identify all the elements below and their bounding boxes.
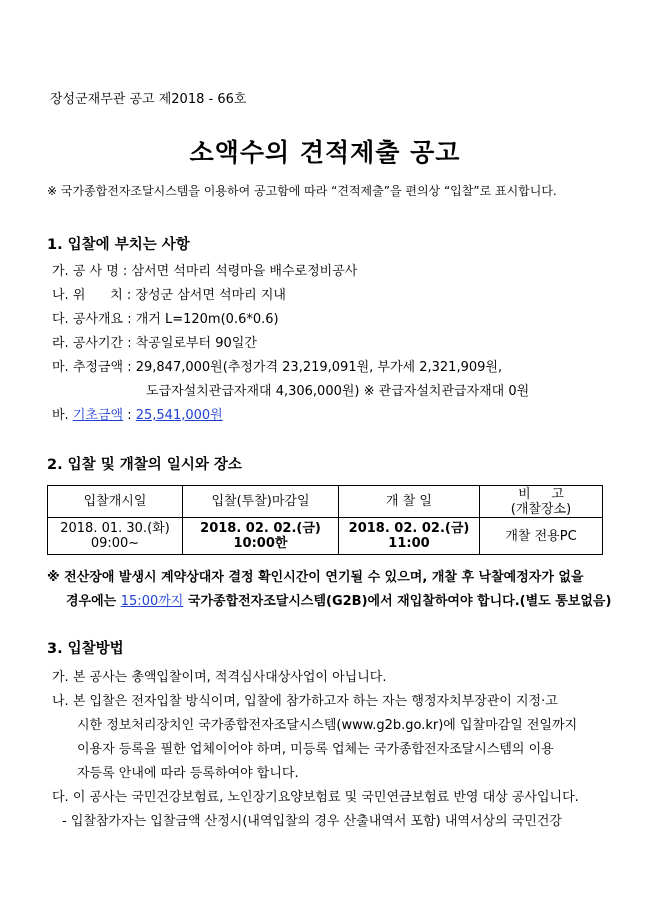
cell-bid-start: 2018. 01. 30.(화) 09:00~ bbox=[48, 518, 183, 555]
cell-bid-close: 2018. 02. 02.(금) 10:00한 bbox=[183, 518, 339, 555]
page-title: 소액수의 견적제출 공고 bbox=[189, 138, 461, 167]
notice-note: ※ 국가종합전자조달시스템을 이용하여 공고함에 따라 “견적제출”을 편의상 “입찰”로 표시합니다. bbox=[47, 184, 557, 198]
header-bid-start: 입찰개시일 bbox=[48, 486, 183, 518]
notice-number: 장성군재무관 공고 제2018 - 66호 bbox=[50, 92, 247, 107]
item-period: 라. 공사기간 : 착공일로부터 90일간 bbox=[52, 336, 257, 351]
schedule-table bbox=[47, 485, 603, 555]
section-heading-bid-method: 3. 입찰방법 bbox=[47, 641, 124, 657]
item-project-name: 가. 공 사 명 : 삼서면 석마리 석령마을 배수로정비공사 bbox=[52, 264, 358, 279]
item-overview: 다. 공사개요 : 개거 L=120m(0.6*0.6) bbox=[52, 312, 279, 327]
method-line: 자등록 안내에 따라 등록하여야 합니다. bbox=[77, 766, 299, 781]
item-estimated-amount-cont: 도급자설치관급자재대 4,306,000원) ※ 관급자설치관급자재대 0원 bbox=[146, 384, 530, 399]
header-opening: 개 찰 일 bbox=[339, 486, 480, 518]
cell-opening: 2018. 02. 02.(금) 11:00 bbox=[339, 518, 480, 555]
cell-remark: 개찰 전용PC bbox=[480, 518, 603, 555]
warning-line-1: ※ 전산장애 발생시 계약상대자 결정 확인시간이 연기될 수 있으며, 개찰 후 낙찰예정자가 없을 bbox=[47, 570, 584, 585]
section-heading-schedule: 2. 입찰 및 개찰의 일시와 장소 bbox=[47, 457, 242, 473]
method-line: 시한 정보처리장치인 국가종합전자조달시스템(www.g2b.go.kr)에 입찰마감일 전일까지 bbox=[77, 718, 578, 733]
header-bid-close: 입찰(투찰)마감일 bbox=[183, 486, 339, 518]
header-remark: 비 고 (개찰장소) bbox=[480, 486, 603, 518]
method-line: 가. 본 공사는 총액입찰이며, 적격심사대상사업이 아닙니다. bbox=[52, 670, 387, 685]
method-line: 나. 본 입찰은 전자입찰 방식이며, 입찰에 참가하고자 하는 자는 행정자치부장관이 지정·고 bbox=[52, 694, 558, 709]
method-line: 다. 이 공사는 국민건강보험료, 노인장기요양보험료 및 국민연금보험료 반영 대상 공사입니다. bbox=[52, 790, 579, 805]
item-location: 나. 위 치 : 장성군 삼서면 석마리 지내 bbox=[52, 288, 286, 303]
deadline-link: 15:00까지 bbox=[120, 594, 184, 609]
method-line: - 입찰참가자는 입찰금액 산정시(내역입찰의 경우 산출내역서 포함) 내역서상의 국민건강 bbox=[62, 814, 562, 829]
section-heading-bid-items: 1. 입찰에 부치는 사항 bbox=[47, 237, 190, 253]
item-estimated-amount: 마. 추정금액 : 29,847,000원(추정가격 23,219,091원, 부가세 2,321,909원, bbox=[52, 360, 503, 375]
method-line: 이용자 등록을 필한 업체이어야 하며, 미등록 업체는 국가종합전자조달시스템의 이용 bbox=[77, 742, 554, 757]
warning-line-2: 경우에는 15:00까지 국가종합전자조달시스템(G2B)에서 재입찰하여야 합니다.(별도 통보없음) bbox=[66, 594, 612, 609]
table-row bbox=[48, 518, 603, 555]
table-header-row bbox=[48, 486, 603, 518]
item-base-amount: 바. 기초금액 : 25,541,000원 bbox=[52, 408, 223, 423]
